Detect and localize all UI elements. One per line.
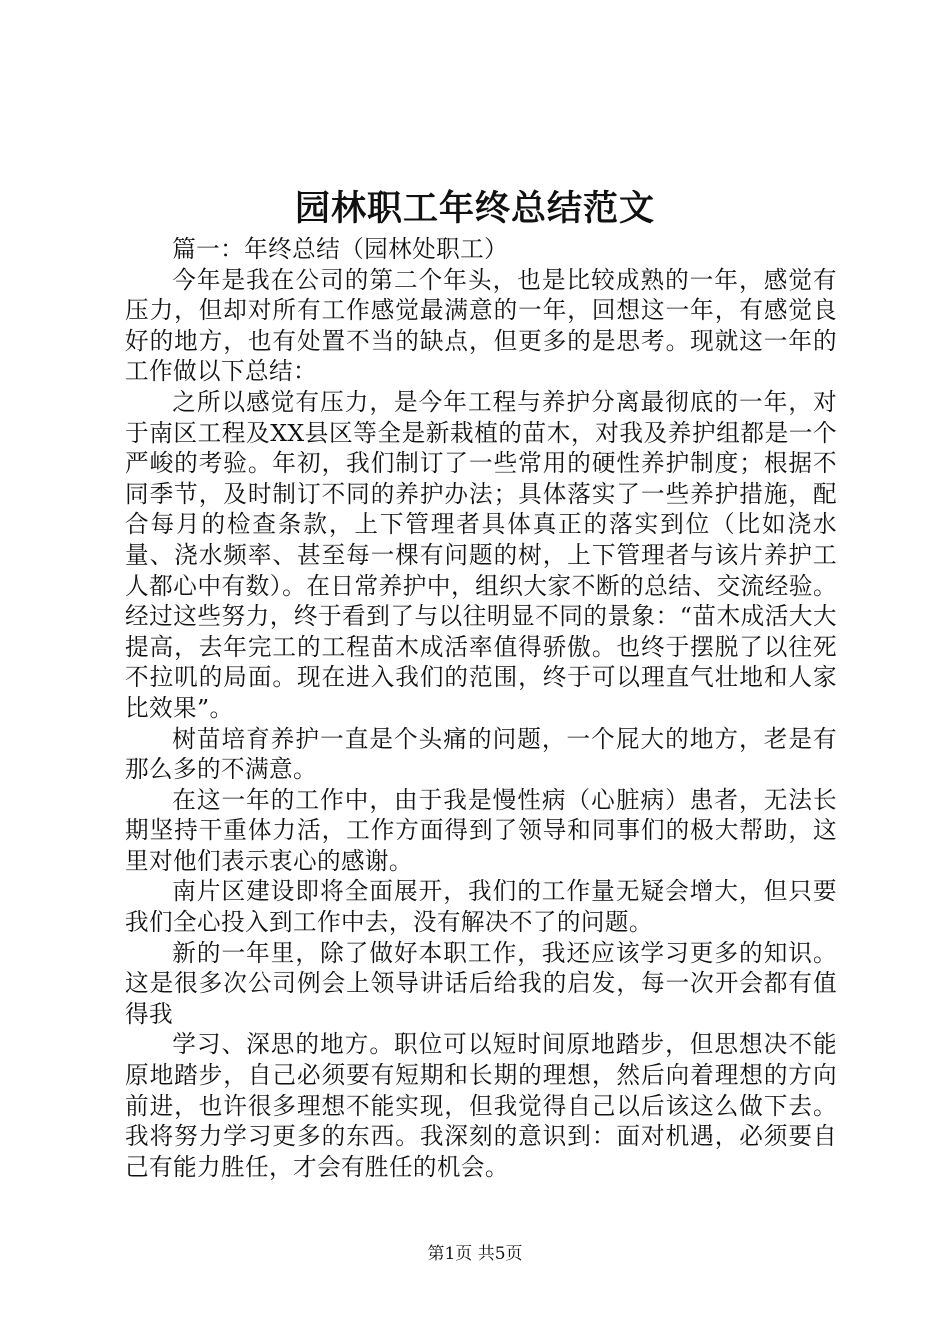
paragraph: 之所以感觉有压力，是今年工程与养护分离最彻底的一年，对于南区工程及XX县区等全是新栽植的苗木，对我及养护组都是一个严峻的考验。年初，我们制订了一些常用的硬性养护制度；根据不同季节，及时制订不同的养护办法；具体落实了一些养护措施，配合每月的检查条款，上下管理者具体真正的落实到位（比如浇水量、浇水频率、甚至每一棵有问题的树，上下管理者与该片养护工人都心中有数）。在日常养护中，组织大家不断的总结、交流经验。经过这些努力，终于看到了与以往明显不同的景象：“苗木成活大大提高，去年完工的工程苗木成活率值得骄傲。也终于摆脱了以往死不拉叽的局面。现在进入我们的范围，终于可以理直气壮地和人家比效果”。 [125,387,837,722]
page-number-footer: 第1页 共5页 [427,1244,523,1264]
paragraph: 学习、深思的地方。职位可以短时间原地踏步，但思想决不能原地踏步，自己必须要有短期和长期的理想，然后向着理想的方向前进，也许很多理想不能实现，但我觉得自己以后该这么做下去。我将努力学习更多的东西。我深刻的意识到：面对机遇，必须要自己有能力胜任，才会有胜任的机会。 [125,1030,837,1181]
section-heading: 篇一：年终总结（园林处职工） [172,235,509,263]
paragraph: 树苗培育养护一直是个头痛的问题，一个屁大的地方，老是有那么多的不满意。 [125,724,837,784]
paragraph: 在这一年的工作中，由于我是慢性病（心脏病）患者，无法长期坚持干重体力活，工作方面得到了领导和同事们的极大帮助，这里对他们表示衷心的感谢。 [125,785,837,875]
document-body [125,234,837,1182]
paragraph: 今年是我在公司的第二个年头，也是比较成熟的一年，感觉有压力，但却对所有工作感觉最满意的一年，回想这一年，有感觉良好的地方，也有处置不当的缺点，但更多的是思考。现就这一年的工作做以下总结： [125,265,837,386]
paragraph: 新的一年里，除了做好本职工作，我还应该学习更多的知识。这是很多次公司例会上领导讲话后给我的启发，每一次开会都有值得我 [125,938,837,1028]
document-title: 园林职工年终总结范文 [294,188,655,229]
paragraph: 南片区建设即将全面展开，我们的工作量无疑会增大，但只要我们全心投入到工作中去，没有解决不了的问题。 [125,877,837,937]
